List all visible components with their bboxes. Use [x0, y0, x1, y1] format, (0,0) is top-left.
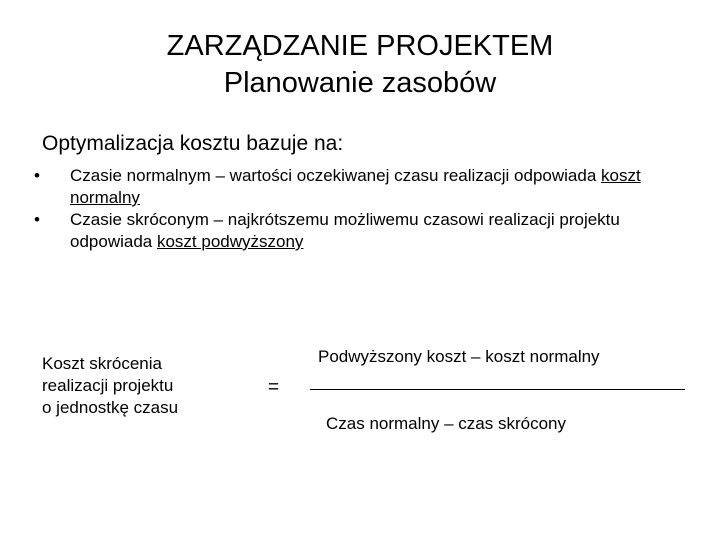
formula-denominator: Czas normalny – czas skrócony	[326, 414, 566, 433]
formula-numerator: Podwyższony koszt – koszt normalny	[318, 347, 600, 366]
formula-equals-sign: =	[268, 377, 280, 398]
slide-title-line-2: Planowanie zasobów	[223, 67, 497, 99]
slide-subtitle: Optymalizacja kosztu bazuje na:	[42, 132, 344, 155]
bullet-text: – wartości oczekiwanej czasu realizacji odpowiada	[210, 166, 602, 185]
bullet-item-shortened-time	[30, 209, 690, 253]
formula-fraction-bar	[310, 389, 685, 390]
bullet-dot-icon: •	[34, 166, 40, 185]
bullet-term: Czasie skróconym	[70, 210, 209, 229]
slide-title-line-1: ZARZĄDZANIE PROJEKTEM	[166, 30, 554, 62]
bullet-dot-icon: •	[34, 210, 40, 229]
formula-left-line-1: Koszt skrócenia	[42, 354, 162, 373]
slide-title	[0, 28, 720, 102]
formula-left-side	[42, 353, 262, 419]
bullet-term: Czasie normalnym	[70, 166, 211, 185]
formula-left-line-3: o jednostkę czasu	[42, 398, 179, 417]
formula-left-line-2: realizacji projektu	[42, 376, 174, 395]
bullet-item-normal-time	[30, 165, 690, 209]
bullet-key-term: koszt podwyższony	[156, 232, 304, 251]
bullet-text: – najkrótszemu możliwemu czasowi realizacji projektu odpowiada	[70, 210, 620, 251]
bullet-list	[30, 165, 690, 253]
bullet-key-term: koszt normalny	[70, 166, 641, 207]
